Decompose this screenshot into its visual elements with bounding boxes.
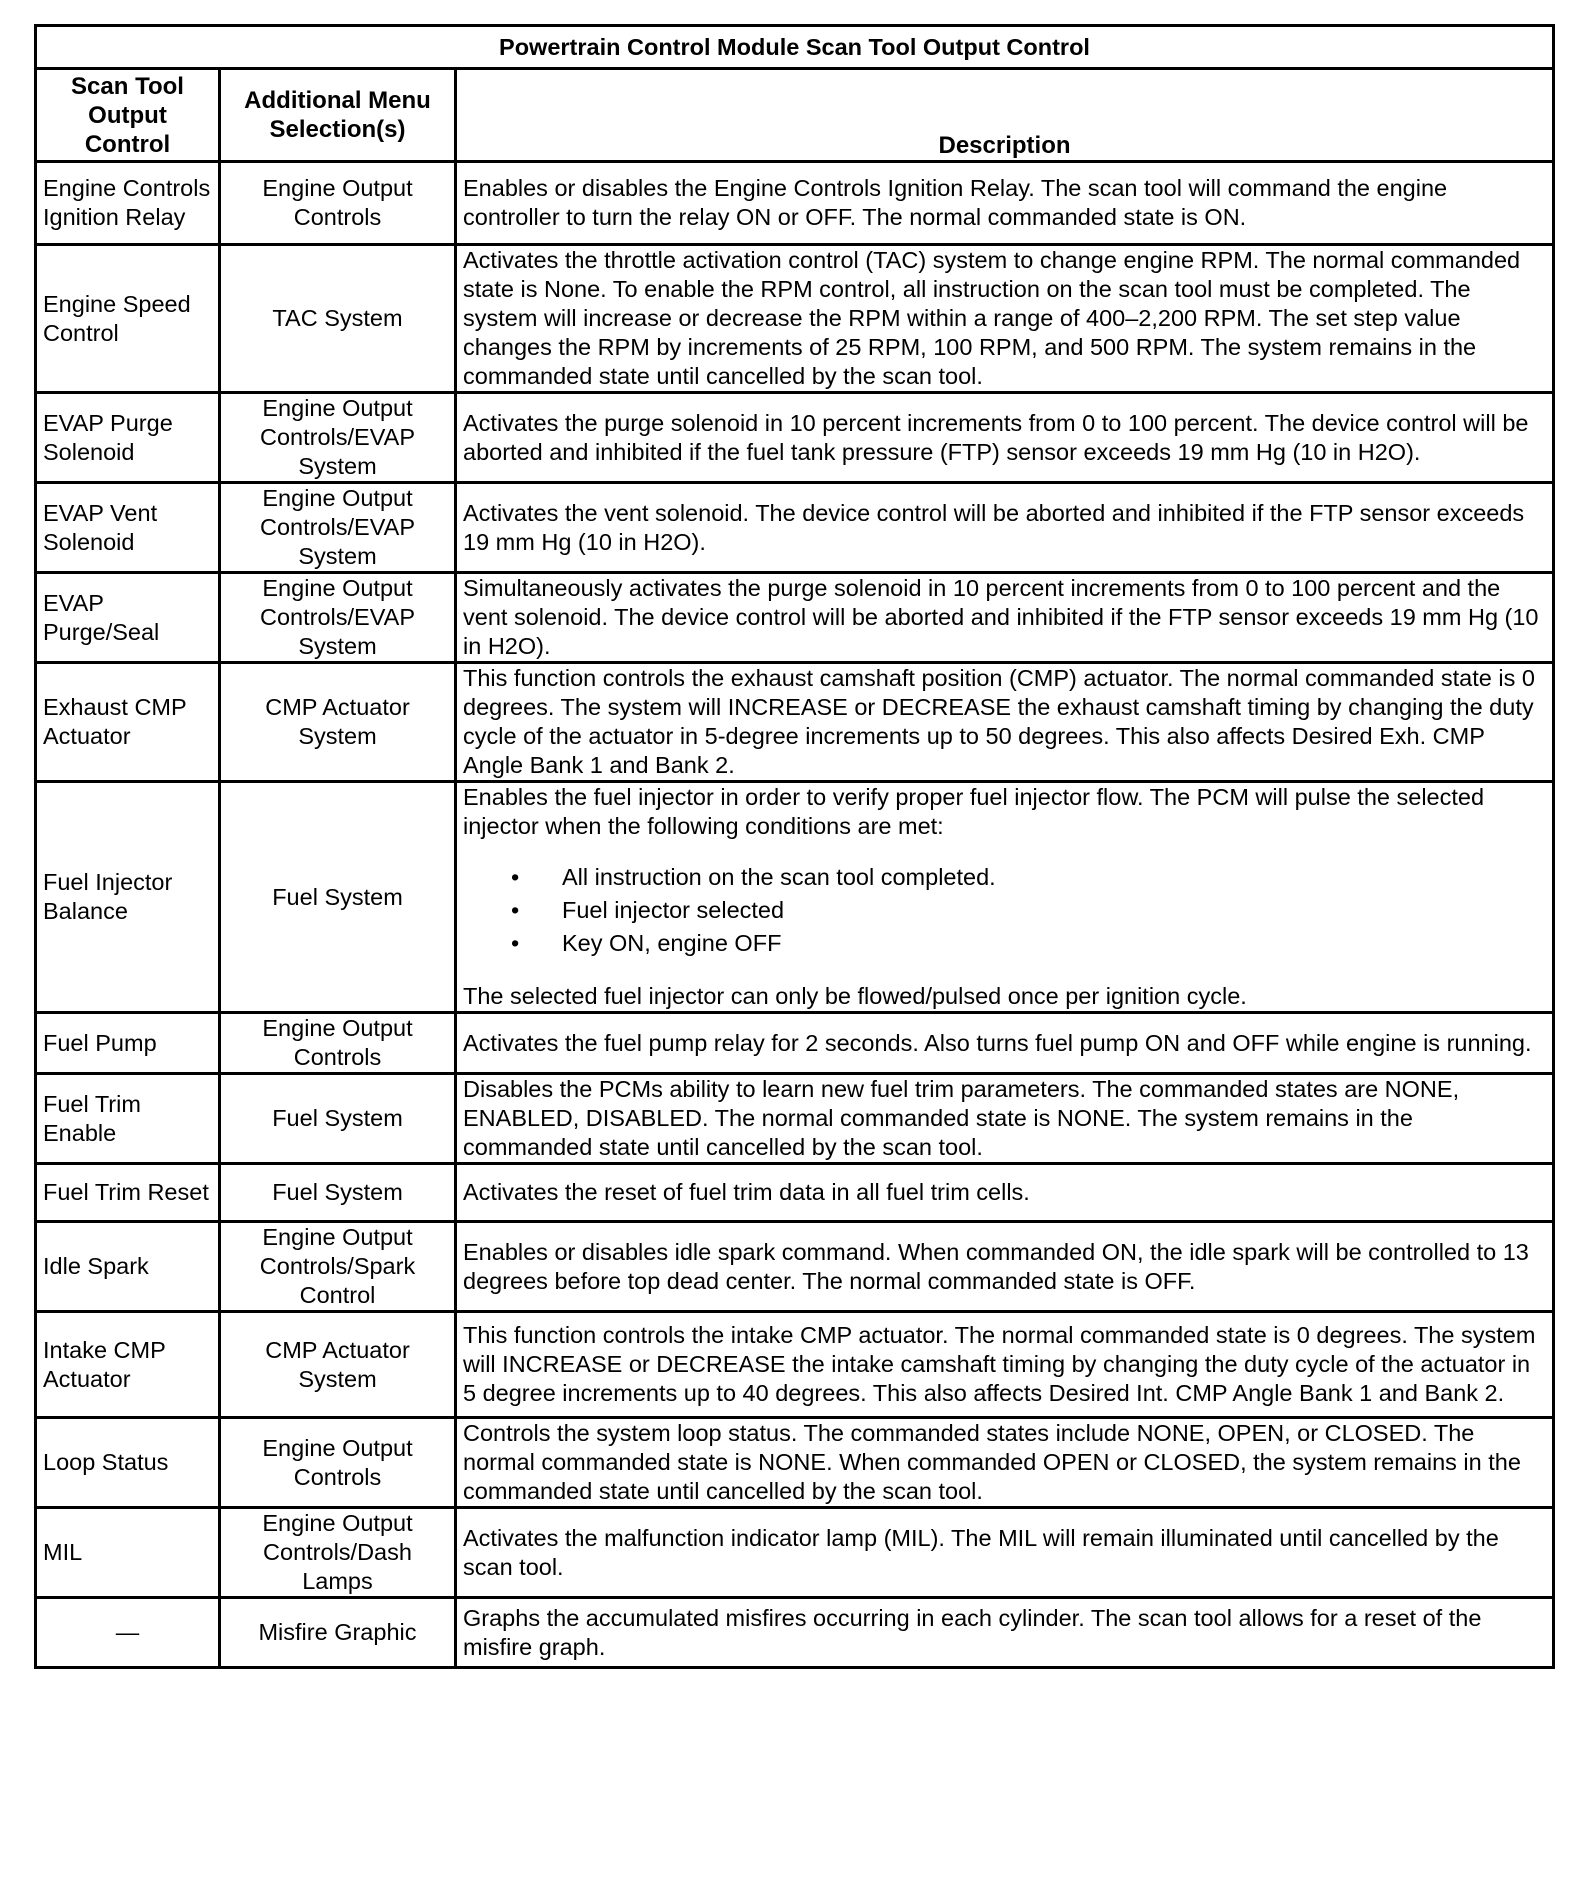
description-cell: Activates the purge solenoid in 10 percent increments from 0 to 100 percent. The device control will be aborted and inhibited if the fuel tank pressure (FTP) sensor exceeds 19 mm Hg (10 in H2O). (456, 393, 1554, 483)
table-row (36, 1312, 1554, 1418)
table-row (36, 483, 1554, 573)
control-cell: EVAP Purge Solenoid (36, 393, 220, 483)
description-cell: Controls the system loop status. The commanded states include NONE, OPEN, or CLOSED. The normal commanded state is NONE. When commanded OPEN or CLOSED, the system remains in the commanded state until cancelled by the scan tool. (456, 1418, 1554, 1508)
table-row (36, 393, 1554, 483)
table-row (36, 1418, 1554, 1508)
table-row (36, 1508, 1554, 1598)
output-control-table (34, 24, 1555, 1669)
condition-list (463, 863, 1546, 958)
control-cell: Fuel Pump (36, 1013, 220, 1074)
description-cell: Enables or disables idle spark command. When commanded ON, the idle spark will be controlled to 13 degrees before top dead center. The normal commanded state is OFF. (456, 1222, 1554, 1312)
description-cell: Graphs the accumulated misfires occurring in each cylinder. The scan tool allows for a reset of the misfire graph. (456, 1598, 1554, 1668)
menu-cell: Misfire Graphic (220, 1598, 456, 1668)
menu-cell: Engine Output Controls/Spark Control (220, 1222, 456, 1312)
list-item: • Fuel injector selected (463, 896, 1546, 925)
column-header-control: Scan Tool Output Control (36, 69, 220, 162)
description-intro: Enables the fuel injector in order to verify proper fuel injector flow. The PCM will pulse the selected injector when the following conditions are met: (463, 784, 1485, 839)
column-header-menu: Additional Menu Selection(s) (220, 69, 456, 162)
menu-cell: CMP Actuator System (220, 663, 456, 782)
table-row (36, 573, 1554, 663)
control-cell: — (36, 1598, 220, 1668)
control-cell: EVAP Vent Solenoid (36, 483, 220, 573)
column-header-description: Description (456, 69, 1554, 162)
control-cell: Loop Status (36, 1418, 220, 1508)
table-header-row (36, 69, 1554, 162)
description-cell: Activates the malfunction indicator lamp (MIL). The MIL will remain illuminated until cancelled by the scan tool. (456, 1508, 1554, 1598)
description-cell (456, 782, 1554, 1013)
control-cell: Fuel Trim Enable (36, 1074, 220, 1164)
description-cell: Activates the vent solenoid. The device control will be aborted and inhibited if the FTP sensor exceeds 19 mm Hg (10 in H2O). (456, 483, 1554, 573)
menu-cell: Engine Output Controls (220, 1418, 456, 1508)
menu-cell: Engine Output Controls/Dash Lamps (220, 1508, 456, 1598)
description-cell: This function controls the intake CMP actuator. The normal commanded state is 0 degrees. The system will INCREASE or DECREASE the intake camshaft timing by changing the duty cycle of the actuator in 5 degree increments up to 40 degrees. This also affects Desired Int. CMP Angle Bank 1 and Bank 2. (456, 1312, 1554, 1418)
table-row (36, 1164, 1554, 1222)
table-row (36, 245, 1554, 393)
table-title: Powertrain Control Module Scan Tool Output Control (36, 26, 1554, 69)
description-outro: The selected fuel injector can only be flowed/pulsed once per ignition cycle. (463, 983, 1247, 1009)
menu-cell: Engine Output Controls/EVAP System (220, 573, 456, 663)
list-item: • All instruction on the scan tool completed. (463, 863, 1546, 892)
menu-cell: Fuel System (220, 1164, 456, 1222)
description-cell: Enables or disables the Engine Controls Ignition Relay. The scan tool will command the engine controller to turn the relay ON or OFF. The normal commanded state is ON. (456, 162, 1554, 245)
control-cell: Fuel Trim Reset (36, 1164, 220, 1222)
menu-cell: Engine Output Controls/EVAP System (220, 483, 456, 573)
control-cell: Engine Speed Control (36, 245, 220, 393)
table-title-row (36, 26, 1554, 69)
table-row (36, 162, 1554, 245)
menu-cell: Fuel System (220, 1074, 456, 1164)
list-item: • Key ON, engine OFF (463, 929, 1546, 958)
control-cell: Intake CMP Actuator (36, 1312, 220, 1418)
description-cell: Disables the PCMs ability to learn new fuel trim parameters. The commanded states are NONE, ENABLED, DISABLED. The normal commanded state is NONE. The system remains in the commanded state until cancelled by the scan tool. (456, 1074, 1554, 1164)
menu-cell: Engine Output Controls (220, 1013, 456, 1074)
table-row (36, 663, 1554, 782)
table-row (36, 1222, 1554, 1312)
menu-cell: Engine Output Controls (220, 162, 456, 245)
description-cell: This function controls the exhaust camshaft position (CMP) actuator. The normal commanded state is 0 degrees. The system will INCREASE or DECREASE the exhaust camshaft timing by changing the duty cycle of the actuator in 5-degree increments up to 50 degrees. This also affects Desired Exh. CMP Angle Bank 1 and Bank 2. (456, 663, 1554, 782)
menu-cell: CMP Actuator System (220, 1312, 456, 1418)
description-cell: Activates the throttle activation control (TAC) system to change engine RPM. The normal commanded state is None. To enable the RPM control, all instruction on the scan tool must be completed. The system will increase or decrease the RPM within a range of 400–2,200 RPM. The set step value changes the RPM by increments of 25 RPM, 100 RPM, and 500 RPM. The system remains in the commanded state until cancelled by the scan tool. (456, 245, 1554, 393)
control-cell: EVAP Purge/Seal (36, 573, 220, 663)
table-row (36, 1074, 1554, 1164)
control-cell: Exhaust CMP Actuator (36, 663, 220, 782)
table-row (36, 1013, 1554, 1074)
description-cell: Activates the fuel pump relay for 2 seconds. Also turns fuel pump ON and OFF while engine is running. (456, 1013, 1554, 1074)
description-cell: Activates the reset of fuel trim data in all fuel trim cells. (456, 1164, 1554, 1222)
description-cell: Simultaneously activates the purge solenoid in 10 percent increments from 0 to 100 percent and the vent solenoid. The device control will be aborted and inhibited if the FTP sensor exceeds 19 mm Hg (10 in H2O). (456, 573, 1554, 663)
control-cell: MIL (36, 1508, 220, 1598)
menu-cell: Fuel System (220, 782, 456, 1013)
table-row (36, 782, 1554, 1013)
control-cell: Engine Controls Ignition Relay (36, 162, 220, 245)
control-cell: Idle Spark (36, 1222, 220, 1312)
table-row (36, 1598, 1554, 1668)
control-cell: Fuel Injector Balance (36, 782, 220, 1013)
menu-cell: Engine Output Controls/EVAP System (220, 393, 456, 483)
menu-cell: TAC System (220, 245, 456, 393)
